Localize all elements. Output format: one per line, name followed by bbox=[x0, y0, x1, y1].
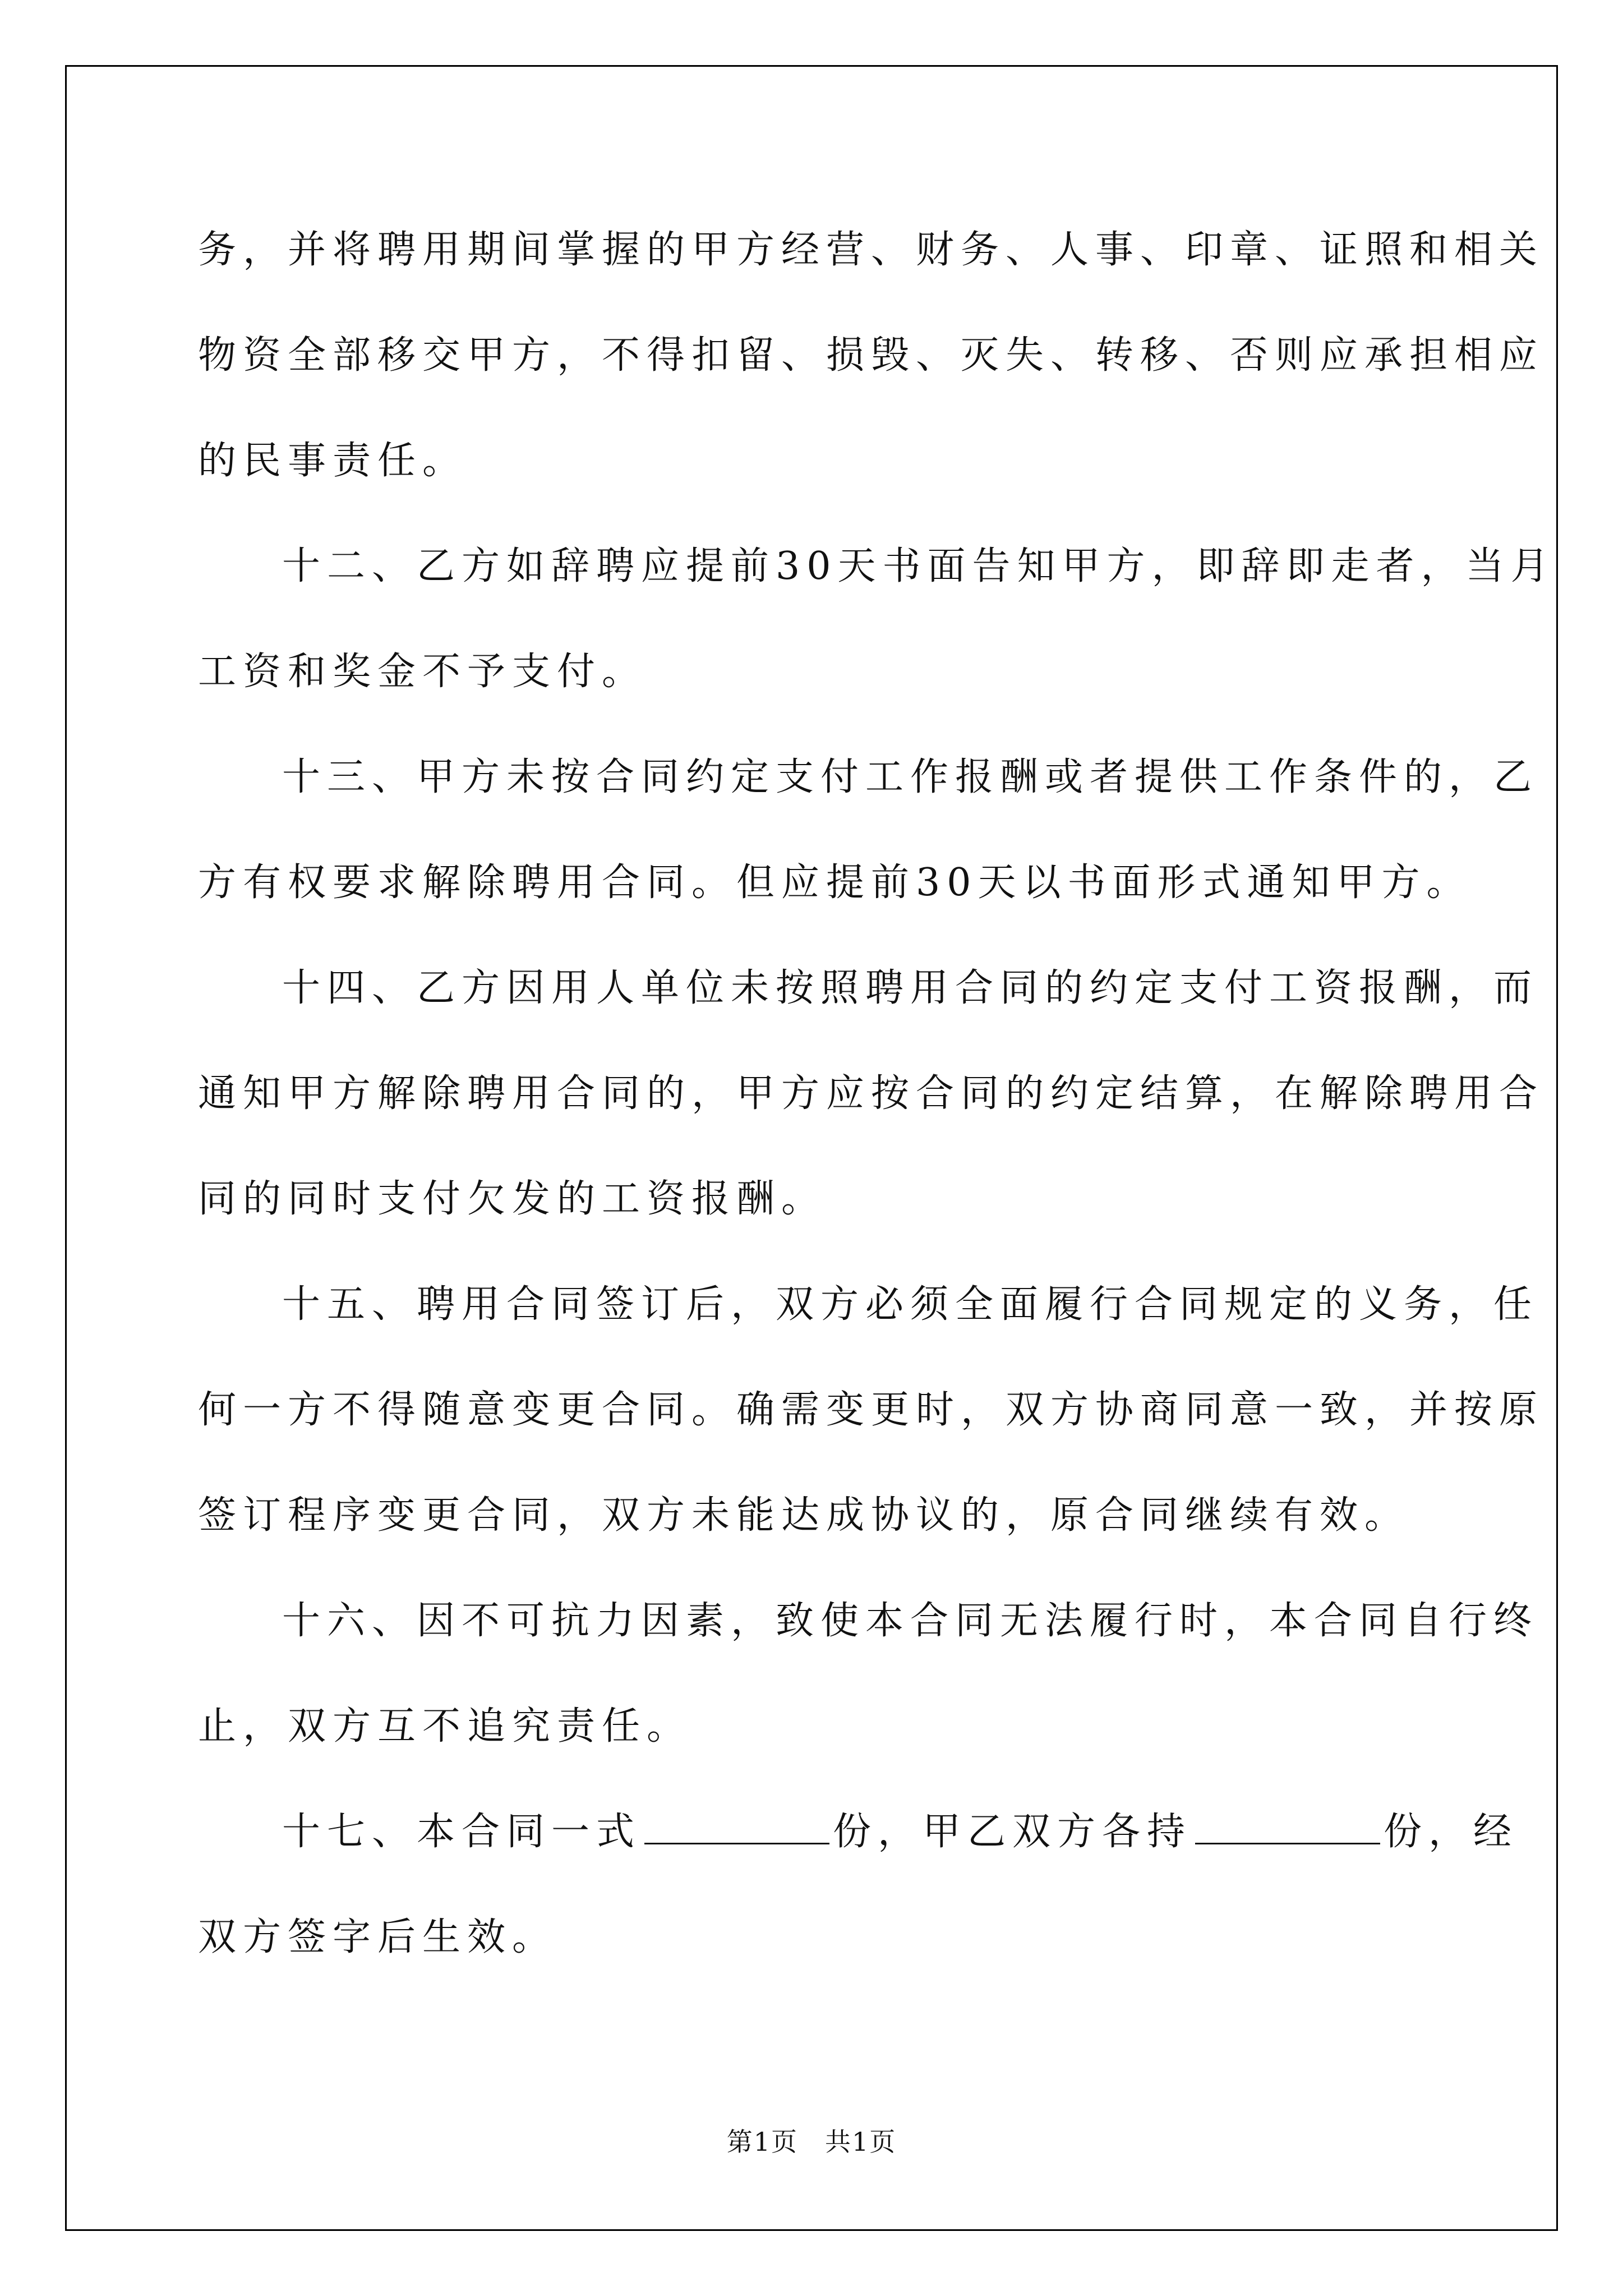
paragraph-start-line: 十四、乙方因用人单位未按照聘用合同的约定支付工资报酬，而 bbox=[282, 966, 1539, 1010]
copies-total-blank bbox=[644, 1808, 829, 1844]
text-line: 通知甲方解除聘用合同的，甲方应按合同的约定结算，在解除聘用合 bbox=[198, 1071, 1544, 1116]
text-line: 物资全部移交甲方，不得扣留、损毁、灭失、转移、否则应承担相应 bbox=[198, 333, 1544, 378]
text-line: 双方签字后生效。 bbox=[198, 1915, 557, 1959]
text-line: 同的同时支付欠发的工资报酬。 bbox=[198, 1177, 827, 1221]
paragraph-start-line: 十三、甲方未按合同约定支付工作报酬或者提供工作条件的，乙 bbox=[282, 755, 1539, 799]
paragraph-start-line: 十五、聘用合同签订后，双方必须全面履行合同规定的义务，任 bbox=[282, 1282, 1539, 1327]
text-line: 何一方不得随意变更合同。确需变更时，双方协商同意一致，并按原 bbox=[198, 1388, 1544, 1432]
text-line: 的民事责任。 bbox=[198, 439, 468, 483]
page-footer: 第1页 共1页 bbox=[726, 2127, 897, 2157]
text-line: 务，并将聘用期间掌握的甲方经营、财务、人事、印章、证照和相关 bbox=[198, 228, 1544, 272]
clause-17-text: 份，甲乙双方各持 bbox=[833, 1810, 1192, 1854]
paragraph-start-line: 十二、乙方如辞聘应提前30天书面告知甲方，即辞即走者，当月 bbox=[282, 544, 1556, 588]
copies-each-blank bbox=[1195, 1808, 1380, 1844]
clause-17-text: 份，经 bbox=[1384, 1810, 1519, 1854]
text-line: 止，双方互不追究责任。 bbox=[198, 1704, 692, 1749]
text-line: 签订程序变更合同，双方未能达成协议的，原合同继续有效。 bbox=[198, 1493, 1410, 1538]
text-line: 工资和奖金不予支付。 bbox=[198, 650, 647, 694]
clause-17-text: 十七、本合同一式 bbox=[282, 1810, 642, 1854]
clause-17-line bbox=[282, 1798, 1518, 1866]
text-line: 方有权要求解除聘用合同。但应提前30天以书面形式通知甲方。 bbox=[198, 861, 1472, 905]
paragraph-start-line: 十六、因不可抗力因素，致使本合同无法履行时，本合同自行终 bbox=[282, 1599, 1539, 1643]
